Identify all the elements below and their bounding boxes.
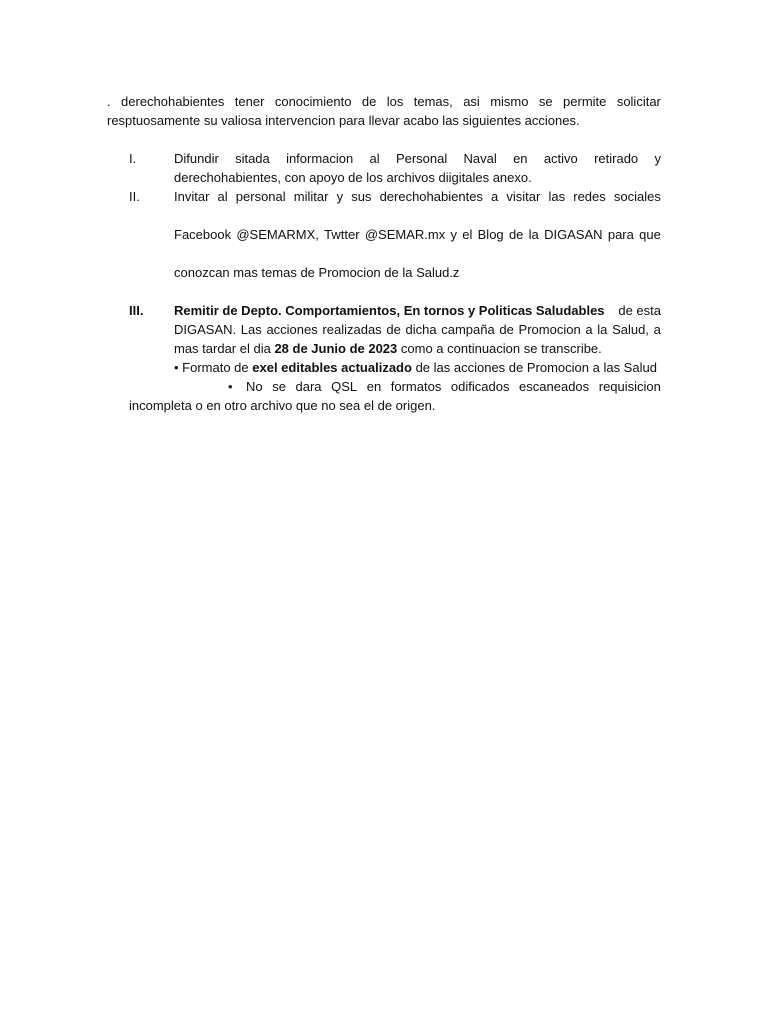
word: acciones: [266, 322, 318, 337]
bullet-1-marker: •: [174, 360, 179, 375]
word: y: [336, 189, 344, 204]
word: mismo: [490, 94, 529, 109]
word: sitada: [235, 151, 270, 166]
word: redes: [573, 189, 606, 204]
word: en: [513, 151, 528, 166]
word: la: [597, 322, 608, 337]
word: Salud,: [612, 322, 649, 337]
item-2-line-2: [174, 225, 661, 244]
word: permite: [563, 94, 607, 109]
word: dicha: [405, 322, 437, 337]
word: visitar: [506, 189, 541, 204]
word: militar: [293, 189, 329, 204]
word: dara: [295, 379, 322, 394]
word: odificados: [450, 379, 510, 394]
word: DIGASAN: [544, 227, 603, 242]
item-2-line-3: conozcan mas temas de Promocion de la Salud.z: [174, 265, 460, 280]
word: Promocion: [518, 322, 581, 337]
item-2-line-1: [174, 187, 661, 206]
word: Difundir: [174, 151, 219, 166]
word: Facebook: [174, 227, 232, 242]
word: Personal: [395, 151, 448, 166]
word: .: [107, 94, 111, 109]
item-3-line-3-pre: mas tardar el dia: [174, 341, 275, 356]
word: conocimiento: [274, 94, 352, 109]
bullet-1-pre: Formato de: [178, 360, 253, 375]
word: asi: [463, 94, 480, 109]
intro-line-1: [107, 92, 661, 111]
word: realizadas: [322, 322, 382, 337]
word: a: [491, 189, 499, 204]
item-3-numeral-text: III.: [129, 303, 144, 318]
item-1-line-2: derechohabientes, con apoyo de los archivos diigitales anexo.: [174, 170, 532, 185]
item-1-numeral: I.: [129, 151, 137, 166]
word: Naval: [463, 151, 497, 166]
word: escaneados: [519, 379, 590, 394]
word: campaña: [441, 322, 495, 337]
word: derechohabientes: [379, 189, 483, 204]
word: en: [366, 379, 382, 394]
word: de: [499, 322, 514, 337]
word: DIGASAN.: [174, 322, 237, 337]
word: personal: [235, 189, 286, 204]
word: el: [462, 227, 473, 242]
word: se: [538, 94, 553, 109]
word: de: [508, 227, 524, 242]
word: se: [272, 379, 286, 394]
item-3-line-3-post: como a continuacion se transcribe.: [397, 341, 602, 356]
word: las: [548, 189, 566, 204]
bullet-1-post: de las acciones de Promocion a las Salud: [411, 360, 657, 375]
bullet-2-marker: •: [228, 379, 233, 394]
word: @SEMAR.mx: [364, 227, 446, 242]
word: sus: [351, 189, 372, 204]
word: Las: [240, 322, 262, 337]
word: activo: [543, 151, 578, 166]
word: informacion: [286, 151, 354, 166]
word: para: [607, 227, 634, 242]
word: derechohabientes: [121, 94, 225, 109]
word: tener: [234, 94, 265, 109]
word: de: [361, 94, 377, 109]
word: los: [386, 94, 404, 109]
bullet-1: [174, 358, 657, 377]
word: QSL: [331, 379, 358, 394]
word: y: [654, 151, 661, 166]
item-3-numeral: [129, 301, 143, 320]
word: al: [369, 151, 380, 166]
item-3-line-1: [174, 301, 661, 320]
word: requisicion: [598, 379, 661, 394]
item-3-line-3: [174, 339, 602, 358]
word: @SEMARMX,: [236, 227, 319, 242]
word: sociales: [613, 189, 661, 204]
word: al: [217, 189, 228, 204]
bullet-2-line-1: [246, 377, 661, 396]
word: Twtter: [324, 227, 360, 242]
word: que: [639, 227, 661, 242]
word: Blog: [477, 227, 504, 242]
word: a: [585, 322, 593, 337]
intro-line-2: resptuosamente su valiosa intervencion para llevar acabo las siguientes acciones.: [107, 113, 580, 128]
item-2-numeral: II.: [129, 189, 140, 204]
word: y: [450, 227, 457, 242]
word: de: [386, 322, 401, 337]
item-3-deadline-date: 28 de Junio de 2023: [274, 341, 398, 356]
item-3-line-2: [174, 320, 661, 339]
item-3-bold-lead: Remitir de Depto. Comportamientos, En tornos y Politicas Saludables: [174, 303, 605, 318]
bullet-1-bold: exel editables actualizado: [252, 360, 412, 375]
item-1-line-1: [174, 149, 661, 168]
word: temas,: [413, 94, 453, 109]
word: No: [246, 379, 263, 394]
word: a: [653, 322, 661, 337]
word: Invitar: [174, 189, 210, 204]
bullet-2-line-2: incompleta o en otro archivo que no sea el de origen.: [129, 398, 436, 413]
word: solicitar: [616, 94, 661, 109]
word: formatos: [390, 379, 442, 394]
item-3-line-1-rest: de esta: [614, 303, 661, 318]
word: la: [528, 227, 539, 242]
word: retirado: [594, 151, 639, 166]
